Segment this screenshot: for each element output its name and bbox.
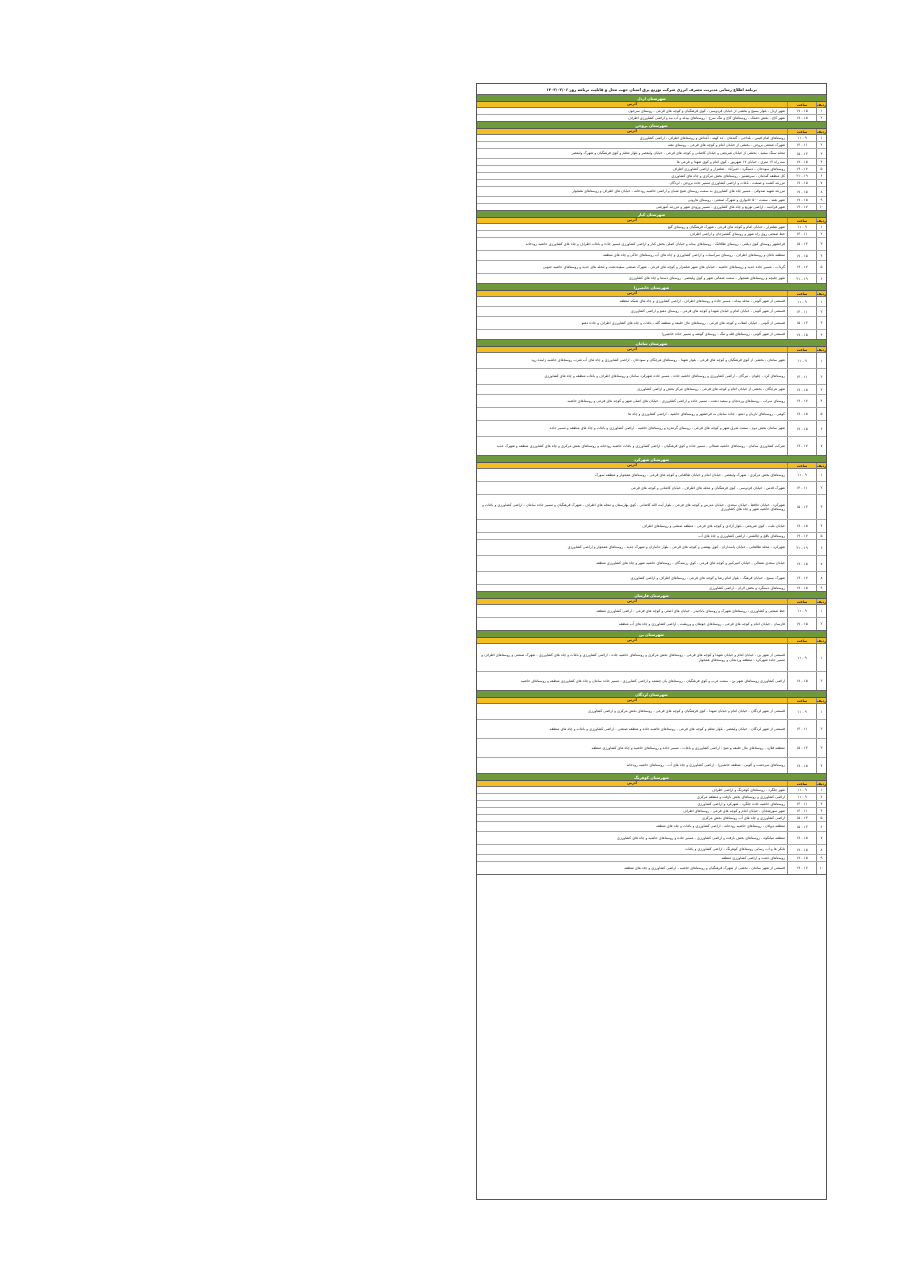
row-number: ۱ — [816, 787, 826, 793]
row-address: روستاهای امام قیس - بلداجی - گندمان - ده کهنه - آغداش و روستاهای اطراف - اراضی کشاورزی — [639, 135, 785, 140]
row-number: ۴ — [816, 395, 826, 407]
column-header-no: ردیف — [816, 638, 826, 643]
row-time: ۱۱ - ۱۳ — [787, 307, 816, 316]
row-number: ۷ — [816, 832, 826, 844]
column-header-no: ردیف — [816, 347, 826, 352]
row-address: فارسان - خیابان امام و کوچه های فرعی - روستاهای جونقان و ورپشت - اراضی کشاورزی و چاه های آب منطقه — [618, 621, 785, 626]
row-address: شهر فرادنبه - اراضی توزیع و چاه های کشاورزی - مسیر ورودی شهر و مزرعه آموزشی — [655, 204, 785, 209]
row-address: خیابان سعدی شمالی - خیابان امیرکبیر و کوچه های فرعی - کوی رزمندگان - روستاهای حاشیه شهر و چاه های کشاورزی منطقه — [596, 561, 785, 566]
column-header-address: آدرس — [627, 347, 637, 352]
row-number: ۹ — [816, 585, 826, 591]
table-row — [477, 180, 826, 187]
section-block — [477, 691, 826, 774]
row-address: روستاهای دشت و اراضی کشاورزی منطقه — [721, 855, 785, 860]
row-time: ۱۵ - ۱۷ — [787, 618, 816, 630]
row-time: ۱۷ - ۱۹ — [787, 862, 816, 874]
row-address: قسمتی از شهر سامان - بخشی از شهرک فرهنگیان و روستاهای حاشیه - اراضی کشاورزی و چاه های منطقه — [624, 865, 785, 870]
column-header-time: ساعت — [787, 638, 816, 643]
table-row — [477, 204, 826, 210]
table-row — [477, 540, 826, 556]
section-title: شهرستان لردگان — [477, 691, 826, 698]
table-row — [477, 720, 826, 739]
row-time: ۱۵ - ۱۷ — [787, 556, 816, 571]
row-time: ۱۷ - ۱۹ — [787, 261, 816, 273]
row-address: سه راه ۱۲ متری - خیابان ۱۷ شهریور - کوی امام و کوی شهدا و فرعی ها — [676, 159, 785, 164]
row-address: شهرکرد - خیابان حافظ - خیابان سعدی - خیابان مدرس و کوچه های فرعی - بلوار آیت الله کاشانی - کوی بهارستان و محله های اطراف - شهرک فرهنگیان و مسیر جاده سامان - اراضی کشاورزی و باغات و روستاهای حاشیه شهر و چاه های کشاورزی — [482, 502, 785, 511]
table-row — [477, 845, 826, 855]
column-header-address: آدرس — [627, 638, 637, 643]
row-time: ۱۵ - ۱۷ — [787, 108, 816, 114]
row-time: ۱۳ - ۱۵ — [787, 495, 816, 519]
row-address: شهر شلمزار - خیابان امام و کوچه های فرعی - شهرک فرهنگیان و روستای گنج — [667, 224, 785, 229]
column-header-address: آدرس — [627, 291, 637, 296]
table-row — [477, 672, 826, 690]
table-row — [477, 855, 826, 862]
column-header-time: ساعت — [787, 347, 816, 352]
table-row — [477, 187, 826, 197]
row-time: ۹ - ۱۱ — [787, 644, 816, 671]
row-number: ۲ — [816, 794, 826, 800]
table-row — [477, 758, 826, 773]
row-address: گرداب - مسیر جاده جدید و روستاهای حاشیه - خیابان های شهر شلمزار و کوچه های فرعی - شهرک صنعتی سفیددشت و محله های جدید و روستاهای حاشیه جنوبی — [542, 264, 785, 269]
table-row — [477, 787, 826, 794]
column-header-time: ساعت — [787, 698, 816, 703]
row-number: ۲ — [816, 672, 826, 690]
row-address: شرکت کشاورزی سامان - روستاهای حاشیه شمالی - مسیر جاده و کوی فرهنگیان - اراضی کشاورزی و باغات حاشیه رودخانه و روستاهای بخش مرکزی و چاه های کشاورزی منطقه و شهرک جدید — [496, 443, 785, 448]
row-time: ۱۷ - ۱۹ — [787, 204, 816, 210]
row-address: روستاهای نافچ و چالشتر - اراضی کشاورزی و چاه های آب — [698, 533, 785, 538]
row-time: ۱۵ - ۱۷ — [787, 421, 816, 436]
row-time: ۱۹ - ۲۱ — [787, 540, 816, 555]
table-row — [477, 197, 826, 204]
row-time: ۱۵ - ۱۷ — [787, 832, 816, 844]
column-header-address: آدرس — [627, 781, 637, 786]
column-header-time: ساعت — [787, 218, 816, 223]
table-row — [477, 115, 826, 121]
row-time: ۱۵ - ۱۷ — [787, 672, 816, 690]
table-row — [477, 644, 826, 672]
row-number: ۴ — [816, 808, 826, 814]
row-address: شهر چلگرد - روستاهای کوهرنگ و اراضی اطراف — [711, 787, 785, 792]
row-address: منطقه میانکوه - روستاهای بخش بازفت و اراضی کشاورزی - مسیر جاده و روستاهای حاشیه و چاه های کشاورزی — [617, 835, 785, 840]
row-address: روستاهای سودجان - دستگرد - امیرآباد - شلمزار و اراضی کشاورزی اطراف — [672, 166, 785, 171]
row-address: خط صنعتی روی راه شهر و روستای گشنیزجان و اراضی اطراف — [690, 231, 785, 236]
table-row — [477, 808, 826, 815]
row-address: روستاهای دستگرد و بخش لاران - اراضی کشاورزی — [709, 585, 785, 590]
section-title: شهرستان بن — [477, 631, 826, 638]
column-header-no: ردیف — [816, 129, 826, 134]
row-address: فرخشهر روستای کوی دیلمی - روستای طاقانک - روستاهای بیدله و خیابان اصلی بخش کیار و اراضی کشاورزی مسیر جاده و باغات اطراف و چاه های کشاورزی حاشیه رودخانه — [525, 241, 785, 246]
row-time: ۱۵ - ۱۷ — [787, 159, 816, 165]
row-address: مزرعه کشت و صنعت - باغات و اراضی کشاورزی مسیر جاده بروجن - لردگان — [669, 180, 785, 185]
row-address: شهر سامان بخش دوم - سمت شرق شهر و کوچه های فرعی - روستای گرمدره و روستاهای حاشیه - اراضی کشاورزی و باغات و چاه های منطقه و مسیر جاده — [549, 426, 785, 431]
row-time: ۱۵ - ۱۷ — [787, 758, 816, 773]
row-address: شهر اردل - بلوار بسیج و بخشی از خیابان فردوسی - کوی فرهنگیان و کوچه های فرعی - روستای سرخون — [628, 108, 785, 113]
row-number: ۶ — [816, 421, 826, 436]
row-number: ۲ — [816, 142, 826, 148]
table-row — [477, 166, 826, 173]
row-address: روستاهای حاشیه جاده چلگرد - شهرکرد و اراضی کشاورزی — [697, 801, 785, 806]
row-number: ۱۰ — [816, 204, 826, 210]
section-title: شهرستان سامان — [477, 340, 826, 347]
row-number: ۲ — [816, 231, 826, 237]
row-time: ۱۳ - ۱۵ — [787, 822, 816, 831]
table-row — [477, 159, 826, 166]
row-number: ۳ — [816, 801, 826, 807]
row-number: ۴ — [816, 520, 826, 532]
section-title: شهرستان کیار — [477, 211, 826, 218]
row-number: ۶ — [816, 274, 826, 283]
row-address: شهر سورشجان - خیابان امام و کوچه های فرعی - روستاهای اطراف — [683, 808, 785, 813]
row-time: ۱۳ - ۱۵ — [787, 815, 816, 821]
row-number: ۹ — [816, 197, 826, 203]
row-time: ۱۵ - ۱۷ — [787, 197, 816, 203]
table-row — [477, 307, 826, 317]
row-time: ۹ - ۱۱ — [787, 135, 816, 141]
row-number: ۱۰ — [816, 862, 826, 874]
row-number: ۸ — [816, 187, 826, 196]
table-row — [477, 261, 826, 274]
section-block — [477, 774, 826, 875]
row-time: ۹ - ۱۱ — [787, 787, 816, 793]
row-number: ۹ — [816, 855, 826, 861]
row-time: ۱۵ - ۱۷ — [787, 520, 816, 532]
table-row — [477, 421, 826, 437]
row-address: شهر چلیچه و روستاهای همجوار - سمت شمالی شهر و کوی ولیعصر - روستای دستنا و چاه های کشاورزی — [628, 276, 785, 281]
row-number: ۶ — [816, 822, 826, 831]
row-number: ۱ — [816, 108, 826, 114]
row-time: ۱۹ - ۲۱ — [787, 274, 816, 283]
row-address: شهرک صنعتی بروجن - بخشی از خیابان امام و کوچه های فرعی - روستای نقنه — [667, 142, 785, 147]
section-title: شهرستان بروجن — [477, 122, 826, 129]
row-number: ۱ — [816, 135, 826, 141]
section-block — [477, 592, 826, 631]
row-address: اراضی کشاورزی و چاه های آب روستاهای بخش مرکزی — [702, 815, 785, 820]
row-address: تانکر ها و آب رسانی روستاهای کوهرنگ - اراضی کشاورزی و باغات — [685, 847, 785, 852]
row-number: ۶ — [816, 540, 826, 555]
row-number: ۵ — [816, 408, 826, 420]
section-block — [477, 211, 826, 284]
table-row — [477, 520, 826, 533]
row-number: ۱ — [816, 353, 826, 368]
table-row — [477, 108, 826, 115]
row-number: ۲ — [816, 720, 826, 738]
table-row — [477, 142, 826, 149]
table-row — [477, 862, 826, 874]
column-header-time: ساعت — [787, 781, 816, 786]
table-row — [477, 495, 826, 520]
row-address: قسمتی از شهر آلونی - محله بیدله - مسیر جاده و روستاهای اطراف - اراضی کشاورزی و چاه های شبکه منطقه — [619, 299, 785, 304]
row-address: مزرعه شهید صدوقی - مسیر چاه های کشاورزی به سمت روستای شیخ شبان و اراضی حاشیه رودخانه - خیابان های اطراف و روستاهای همجوار — [572, 189, 785, 194]
table-row — [477, 173, 826, 180]
row-address: قسمتی از شهر آلونی - خیابان امام و خیابان شهدا و کوچه های فرعی - روستای دهنو و اراضی کشاورزی — [630, 309, 785, 314]
table-row — [477, 408, 826, 421]
table-row — [477, 251, 826, 261]
row-number: ۳ — [816, 739, 826, 757]
table-row — [477, 238, 826, 251]
row-time: ۱۹ - ۲۱ — [787, 173, 816, 179]
row-number: ۵ — [816, 815, 826, 821]
row-time: ۱۵ - ۱۷ — [787, 115, 816, 121]
row-address: قسمتی از شهر لردگان - خیابان امام و خیابان شهدا - کوی فرهنگیان و کوچه های فرعی - روستاهای بخش مرکزی و اراضی کشاورزی — [588, 709, 785, 714]
section-title: شهرستان کوهرنگ — [477, 774, 826, 781]
column-header-no: ردیف — [816, 698, 826, 703]
row-number: ۱ — [816, 297, 826, 306]
row-number: ۲ — [816, 482, 826, 494]
table-row — [477, 572, 826, 585]
table-row — [477, 395, 826, 408]
table-row — [477, 330, 826, 339]
row-time: ۱۳ - ۱۵ — [787, 739, 816, 757]
row-time: ۱۱ - ۱۳ — [787, 720, 816, 738]
row-number: ۳ — [816, 238, 826, 250]
outage-schedule-table — [476, 83, 827, 1200]
row-time: ۱۷ - ۱۹ — [787, 572, 816, 584]
column-header-address: آدرس — [627, 102, 637, 107]
row-time: ۱۵ - ۱۷ — [787, 855, 816, 861]
column-header-no: ردیف — [816, 599, 826, 604]
row-address: شهر هرچگان - بخشی از خیابان امام و کوچه های فرعی - روستاهای مرکز بخش و اراضی کشاورزی — [637, 387, 785, 392]
row-number: ۵ — [816, 166, 826, 172]
table-row — [477, 149, 826, 159]
row-time: ۱۷ - ۱۹ — [787, 437, 816, 455]
row-address: روستاهای کرد - چلوان - تیرگان - اراضی کشاورزی و روستاهای حاشیه جاده - مسیر جاده شهرکرد سامان و روستاهای اطراف و باغات منطقه و چاه های کشاورزی — [544, 374, 785, 379]
row-time: ۱۱ - ۱۳ — [787, 482, 816, 494]
row-number: ۴ — [816, 330, 826, 339]
row-time: ۹ - ۱۱ — [787, 297, 816, 306]
column-header-address: آدرس — [627, 698, 637, 703]
column-header-time: ساعت — [787, 463, 816, 468]
table-row — [477, 605, 826, 618]
table-row — [477, 369, 826, 385]
row-time: ۱۳ - ۱۵ — [787, 317, 816, 329]
row-number: ۸ — [816, 845, 826, 854]
row-time: ۱۱ - ۱۳ — [787, 142, 816, 148]
table-row — [477, 469, 826, 482]
table-row — [477, 832, 826, 845]
row-address: شهرک قدس - خیابان فردوسی - کوی فرهنگیان و محله های اطراف - خیابان کاشانی و کوچه های فرعی — [631, 485, 785, 490]
section-title: شهرستان خانمیرزا — [477, 284, 826, 291]
row-number: ۴ — [816, 251, 826, 260]
row-time: ۹ - ۱۱ — [787, 224, 816, 230]
column-header-address: آدرس — [627, 218, 637, 223]
row-number: ۱ — [816, 605, 826, 617]
table-row — [477, 297, 826, 307]
row-number: ۳ — [816, 149, 826, 158]
row-number: ۶ — [816, 173, 826, 179]
row-number: ۷ — [816, 437, 826, 455]
row-number: ۳ — [816, 317, 826, 329]
row-address: روستای سراب - روستاهای وردنجان و سفید دشت - مسیر جاده و اراضی کشاورزی - خیابان های اصلی شهر و کوچه های فرعی و روستاهای حاشیه — [567, 398, 785, 403]
row-number: ۲ — [816, 618, 826, 630]
row-number: ۴ — [816, 758, 826, 773]
column-header-no: ردیف — [816, 781, 826, 786]
table-row — [477, 482, 826, 495]
row-time: ۱۱ - ۱۳ — [787, 369, 816, 384]
row-address: محله سنگ سفید - بخشی از خیابان شریعتی و خیابان کاشانی و کوچه های فرعی - خیابان ولیعصر و بلوار معلم و کوی فرهنگیان و شهرک ولیعصر — [571, 151, 785, 156]
row-time: ۱۳ - ۱۵ — [787, 238, 816, 250]
row-number: ۱ — [816, 469, 826, 481]
row-number: ۵ — [816, 261, 826, 273]
row-number: ۱ — [816, 644, 826, 671]
row-address: خط صنعتی و کشاورزی - روستاهای شهرک و روستای باباحیدر - خیابان های اصلی و کوچه های فرعی - اراضی کشاورزی منطقه — [596, 608, 785, 613]
table-row — [477, 231, 826, 238]
section-title: شهرستان شهرکرد — [477, 456, 826, 463]
row-time: ۱۵ - ۱۷ — [787, 330, 816, 339]
row-time: ۹ - ۱۱ — [787, 469, 816, 481]
row-address: کوهی - روستاهای تازیان و دهنو - جاده سامان به فرخشهر و روستاهای حاشیه - اراضی کشاورزی و چاه ها — [628, 411, 785, 416]
sections-container — [477, 95, 826, 875]
column-header-no: ردیف — [816, 463, 826, 468]
row-time: ۱۱ - ۱۳ — [787, 231, 816, 237]
section-block — [477, 95, 826, 122]
row-time: ۹ - ۱۱ — [787, 794, 816, 800]
column-header-time: ساعت — [787, 599, 816, 604]
row-number: ۲ — [816, 369, 826, 384]
row-time: ۱۵ - ۱۷ — [787, 251, 816, 260]
row-time: ۱۱ - ۱۳ — [787, 801, 816, 807]
row-address: کل منطقه گندمان - سرتشنیز - روستاهای بخش مرکزی و چاه های کشاورزی — [671, 173, 785, 178]
row-address: منطقه دوپلان - روستاهای حاشیه رودخانه - اراضی کشاورزی و باغات و چاه های منطقه — [656, 824, 785, 829]
row-time: ۹ - ۱۱ — [787, 704, 816, 719]
column-header-address: آدرس — [627, 599, 637, 604]
row-address: قسمتی از شهر لردگان - خیابان ولیعصر - بلوار معلم و کوچه های فرعی - روستاهای حاشیه جاده و منطقه صنعتی - اراضی کشاورزی و باغات و چاه های منطقه — [549, 726, 785, 731]
row-number: ۱ — [816, 704, 826, 719]
row-time: ۱۵ - ۱۷ — [787, 187, 816, 196]
column-header-address: آدرس — [627, 463, 637, 468]
row-address: روستاهای سردشت و آلونی - منطقه خانمیرزا - اراضی کشاورزی و چاه های آب - روستاهای حاشیه رودخانه — [626, 763, 785, 768]
table-row — [477, 822, 826, 832]
row-address: شهر کاج - بخش دشتک - روستاهای کاج و تنگ سرخ - روستاهای بیدله و آب بید و اراضی کشاورزی اطراف — [628, 115, 785, 120]
row-address: شهرک بسیج - خیابان فرهنگ - بلوار امام رضا و کوچه های فرعی - روستاهای اطراف و اراضی کشاورزی — [630, 575, 785, 580]
section-block — [477, 122, 826, 211]
row-number: ۸ — [816, 572, 826, 584]
column-header-no: ردیف — [816, 218, 826, 223]
section-block — [477, 456, 826, 592]
row-number: ۴ — [816, 159, 826, 165]
row-time: ۱۵ - ۱۷ — [787, 385, 816, 394]
row-time: ۱۵ - ۱۷ — [787, 408, 816, 420]
column-header-no: ردیف — [816, 291, 826, 296]
table-row — [477, 618, 826, 630]
row-address: خیابان ملت - کوی شریعتی - بلوار آزادی و کوچه های فرعی - منطقه صنعتی و روستاهای اطراف — [642, 523, 785, 528]
row-number: ۳ — [816, 385, 826, 394]
table-row — [477, 385, 826, 395]
row-address: منطقه ناغان و روستاهای اطراف - روستای سرآسیاب و اراضی کشاورزی و چاه های آب روستاهای خاکی و چاه های منطقه — [603, 253, 785, 258]
section-title: شهرستان اردل — [477, 95, 826, 102]
row-number: ۲ — [816, 115, 826, 121]
row-time: ۱۷ - ۱۹ — [787, 395, 816, 407]
column-header-no: ردیف — [816, 102, 826, 107]
row-time: ۱۵ - ۱۷ — [787, 845, 816, 854]
row-time: ۱۷ - ۱۹ — [787, 166, 816, 172]
table-row — [477, 353, 826, 369]
column-header-time: ساعت — [787, 291, 816, 296]
row-address: قسمتی از شهر آلونی - روستاهای قله و تنگ - روستای گوشه و مسیر جاده خانمیرزا — [661, 332, 785, 337]
row-number: ۷ — [816, 556, 826, 571]
row-time: ۱۵ - ۱۷ — [787, 180, 816, 186]
row-address: شهر سامان - بخشی از کوی فرهنگیان و کوچه های فرعی - بلوار شهدا - روستاهای هرچگان و سودجان - اراضی کشاورزی و چاه های آب شرب روستاهای حاشیه زاینده رود — [531, 358, 785, 363]
table-row — [477, 815, 826, 822]
table-row — [477, 224, 826, 231]
row-time: ۱۱ - ۱۳ — [787, 808, 816, 814]
row-number: ۷ — [816, 180, 826, 186]
column-header-time: ساعت — [787, 102, 816, 107]
row-time: ۹ - ۱۱ — [787, 605, 816, 617]
row-address: روستاهای بخش مرکزی - شهرک ولیعصر - خیابان امام و خیابان طالقانی و کوچه های فرعی - روستاهای همجوار و منطقه سورک — [594, 472, 785, 477]
table-row — [477, 317, 826, 330]
table-row — [477, 585, 826, 591]
column-header-address: آدرس — [627, 129, 637, 134]
table-row — [477, 437, 826, 455]
section-block — [477, 284, 826, 340]
row-time: ۱۷ - ۱۹ — [787, 533, 816, 539]
row-number: ۲ — [816, 307, 826, 316]
section-block — [477, 631, 826, 691]
table-row — [477, 556, 826, 572]
table-row — [477, 533, 826, 540]
table-row — [477, 135, 826, 142]
row-address: شهر نقنه - سمت ۵۰۰ خانواری و شهرک صنعتی - روستای هارونی — [687, 197, 785, 202]
section-block — [477, 340, 826, 456]
row-address: قسمتی از شهر بن - خیابان امام و خیابان شهدا و کوچه های فرعی - روستاهای بخش مرکزی و روستاهای حاشیه جاده - اراضی کشاورزی و باغات و چاه های کشاورزی - شهرک صنعتی و روستاهای اطراف و مسیر جاده شهرکرد - منطقه وردنجان و روستاهای همجوار — [481, 653, 785, 662]
section-title: شهرستان فارسان — [477, 592, 826, 599]
row-number: ۱ — [816, 224, 826, 230]
row-address: شهرکرد - محله طالقانی - خیابان پاسداران - کوی بهشتی و کوچه های فرعی - بلوار جانبازان و شهرک جدید - روستاهای همجوار و اراضی کشاورزی — [567, 545, 785, 550]
column-header-time: ساعت — [787, 129, 816, 134]
row-address: قسمتی از آلونی - خیابان انقلاب و کوچه های فرعی - روستاهای مال خلیفه و منطقه گله - باغات و چاه های کشاورزی اطراف و جاده دهنو — [581, 320, 785, 325]
table-row — [477, 794, 826, 801]
table-row — [477, 704, 826, 720]
row-address: اراضی کشاورزی و روستاهای بخش بازفت و منطقه مرکزی — [697, 794, 785, 799]
row-time: ۱۵ - ۱۷ — [787, 585, 816, 591]
row-time: ۱۳ - ۱۵ — [787, 149, 816, 158]
row-number: ۵ — [816, 533, 826, 539]
row-number: ۳ — [816, 495, 826, 519]
row-time: ۹ - ۱۱ — [787, 353, 816, 368]
table-row — [477, 274, 826, 283]
row-address: منطقه فلارد - روستاهای مال خلیفه و منج - اراضی کشاورزی و باغات - مسیر جاده و روستاهای حاشیه و چاه های کشاورزی منطقه — [591, 745, 785, 750]
document-title: برنامه اطلاع رسانی مدیریت مصرف انرژی شرکت توزیع برق استان جهت محل و قابلیت برنامه روز ۱۴۰۲/۰۲/۰۶ — [477, 84, 826, 95]
row-address: اراضی کشاورزی روستاهای شهر بن - سمت غرب و کوی فرهنگیان - روستاهای یان چشمه و اراضی کشاورزی - مسیر جاده سامان و چاه های کشاورزی منطقه و روستاهای حاشیه — [520, 678, 785, 683]
table-row — [477, 801, 826, 808]
table-row — [477, 739, 826, 758]
